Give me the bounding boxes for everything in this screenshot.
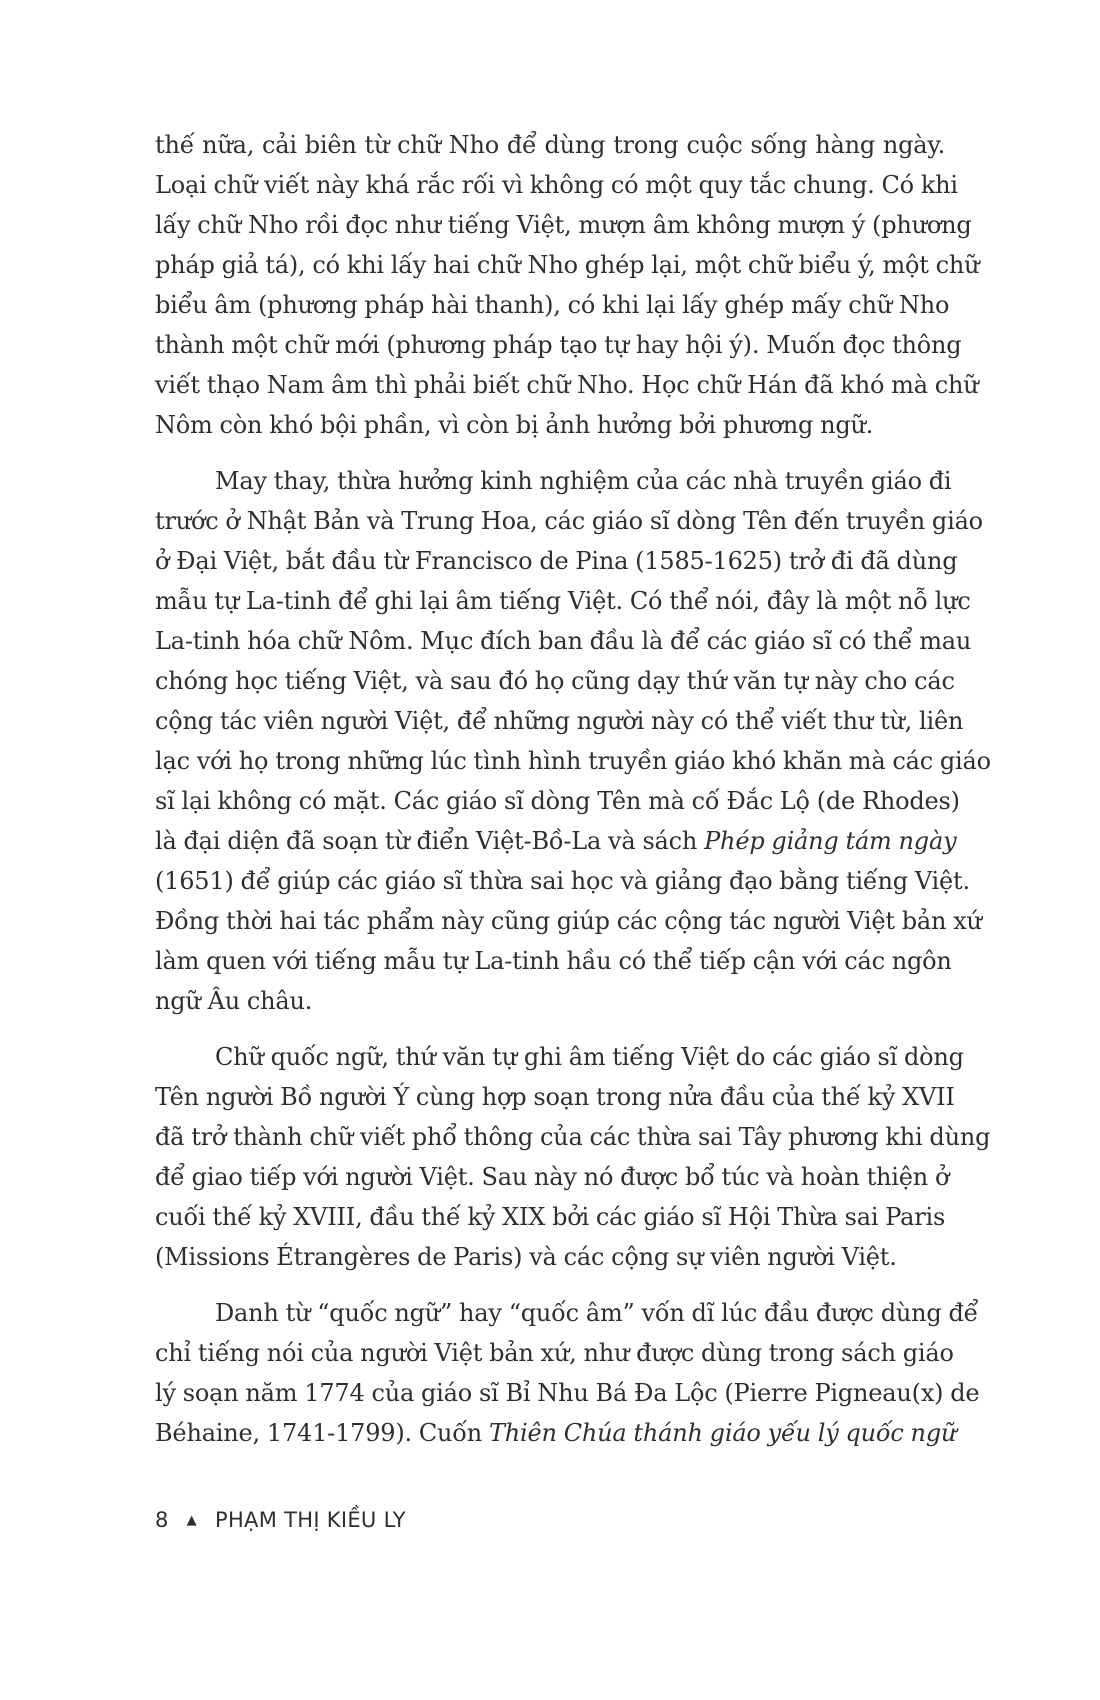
text-line: [155, 405, 945, 445]
italic-title: Thiên Chúa thánh giáo yếu lý quốc ngữ: [488, 1419, 957, 1447]
text-segment: (Missions Étrangères de Paris) và các cộng sự viên người Việt.: [155, 1243, 897, 1271]
text-segment: biểu âm (phương pháp hài thanh), có khi lại lấy ghép mấy chữ Nho: [155, 291, 950, 319]
text-segment: đã trở thành chữ viết phổ thông của các thừa sai Tây phương khi dùng: [155, 1123, 991, 1151]
page-number: 8: [155, 1508, 169, 1532]
text-segment: trước ở Nhật Bản và Trung Hoa, các giáo sĩ dòng Tên đến truyền giáo: [155, 507, 983, 535]
paragraph: [155, 1037, 991, 1277]
text-line: [155, 501, 983, 541]
paragraph: [155, 125, 980, 445]
text-line: [155, 981, 945, 1021]
text-line: [155, 1373, 980, 1413]
text-segment: Danh từ “quốc ngữ” hay “quốc âm” vốn dĩ lúc đầu được dùng để: [215, 1299, 979, 1327]
text-segment: ở Đại Việt, bắt đầu từ Francisco de Pina (1585-1625) trở đi đã dùng: [155, 547, 958, 575]
text-line: [155, 165, 958, 205]
text-line: [155, 781, 960, 821]
text-line: [155, 1197, 945, 1237]
paragraph: [155, 1293, 980, 1453]
text-line: [155, 941, 952, 981]
text-segment: cộng tác viên người Việt, để những người này có thể viết thư từ, liên: [155, 707, 964, 735]
text-segment: Đồng thời hai tác phẩm này cũng giúp các cộng tác người Việt bản xứ: [155, 907, 982, 935]
text-line: [155, 245, 980, 285]
text-segment: thế nữa, cải biên từ chữ Nho để dùng trong cuộc sống hàng ngày.: [155, 131, 945, 159]
text-segment: (1651) để giúp các giáo sĩ thừa sai học và giảng đạo bằng tiếng Việt.: [155, 867, 970, 895]
page-footer: [155, 1508, 406, 1532]
text-segment: lạc với họ trong những lúc tình hình truyền giáo khó khăn mà các giáo: [155, 747, 991, 775]
text-segment: lý soạn năm 1774 của giáo sĩ Bỉ Nhu Bá Đa Lộc (Pierre Pigneau(x) de: [155, 1379, 980, 1407]
text-line: [155, 901, 982, 941]
text-segment: Tên người Bồ người Ý cùng hợp soạn trong nửa đầu của thế kỷ XVII: [155, 1083, 955, 1111]
text-line: [155, 325, 962, 365]
text-segment: là đại diện đã soạn từ điển Việt-Bồ-La và sách: [155, 827, 705, 855]
text-line: [155, 1117, 991, 1157]
text-segment: La-tinh hóa chữ Nôm. Mục đích ban đầu là để các giáo sĩ có thể mau: [155, 627, 972, 655]
text-segment: ngữ Âu châu.: [155, 987, 313, 1015]
text-segment: Nôm còn khó bội phần, vì còn bị ảnh hưởng bởi phương ngữ.: [155, 411, 874, 439]
text-segment: để giao tiếp với người Việt. Sau này nó được bổ túc và hoàn thiện ở: [155, 1163, 950, 1191]
text-segment: cuối thế kỷ XVIII, đầu thế kỷ XIX bởi các giáo sĩ Hội Thừa sai Paris: [155, 1203, 946, 1231]
text-segment: Loại chữ viết này khá rắc rối vì không có một quy tắc chung. Có khi: [155, 171, 958, 199]
text-line: [155, 1413, 957, 1453]
text-line: [155, 285, 950, 325]
text-line: [155, 1333, 954, 1373]
text-segment: chóng học tiếng Việt, và sau đó họ cũng dạy thứ văn tự này cho các: [155, 667, 955, 695]
text-segment: làm quen với tiếng mẫu tự La-tinh hầu có thể tiếp cận với các ngôn: [155, 947, 952, 975]
text-segment: pháp giả tá), có khi lấy hai chữ Nho ghép lại, một chữ biểu ý, một chữ: [155, 251, 980, 279]
text-line: [155, 701, 964, 741]
text-line: [155, 125, 945, 165]
text-line: [155, 1077, 955, 1117]
text-segment: lấy chữ Nho rồi đọc như tiếng Việt, mượn âm không mượn ý (phương: [155, 211, 972, 239]
text-segment: viết thạo Nam âm thì phải biết chữ Nho. Học chữ Hán đã khó mà chữ: [155, 371, 979, 399]
paragraph: [155, 461, 991, 1021]
text-line: [155, 1037, 964, 1077]
text-line: [155, 861, 970, 901]
text-segment: mẫu tự La-tinh để ghi lại âm tiếng Việt. Có thể nói, đây là một nỗ lực: [155, 587, 971, 615]
text-line: [155, 621, 972, 661]
text-segment: May thay, thừa hưởng kinh nghiệm của các nhà truyền giáo đi: [215, 467, 952, 495]
text-line: [155, 1293, 979, 1333]
text-line: [155, 661, 955, 701]
text-line: [155, 581, 971, 621]
text-segment: Béhaine, 1741-1799). Cuốn: [155, 1419, 489, 1447]
text-segment: Chữ quốc ngữ, thứ văn tự ghi âm tiếng Việt do các giáo sĩ dòng: [215, 1043, 964, 1071]
text-line: [155, 821, 957, 861]
page-body: [155, 125, 991, 1469]
text-line: [155, 1237, 945, 1277]
text-line: [155, 205, 972, 245]
text-segment: sĩ lại không có mặt. Các giáo sĩ dòng Tên mà cố Đắc Lộ (de Rhodes): [155, 787, 960, 815]
text-segment: chỉ tiếng nói của người Việt bản xứ, như được dùng trong sách giáo: [155, 1339, 954, 1367]
text-segment: thành một chữ mới (phương pháp tạo tự hay hội ý). Muốn đọc thông: [155, 331, 962, 359]
running-author: PHẠM THỊ KIỀU LY: [214, 1508, 406, 1532]
text-line: [155, 541, 958, 581]
text-line: [155, 461, 952, 501]
text-line: [155, 365, 979, 405]
text-line: [155, 1157, 950, 1197]
text-line: [155, 741, 991, 781]
triangle-separator-icon: ▲: [186, 1512, 197, 1528]
italic-title: Phép giảng tám ngày: [704, 827, 957, 855]
